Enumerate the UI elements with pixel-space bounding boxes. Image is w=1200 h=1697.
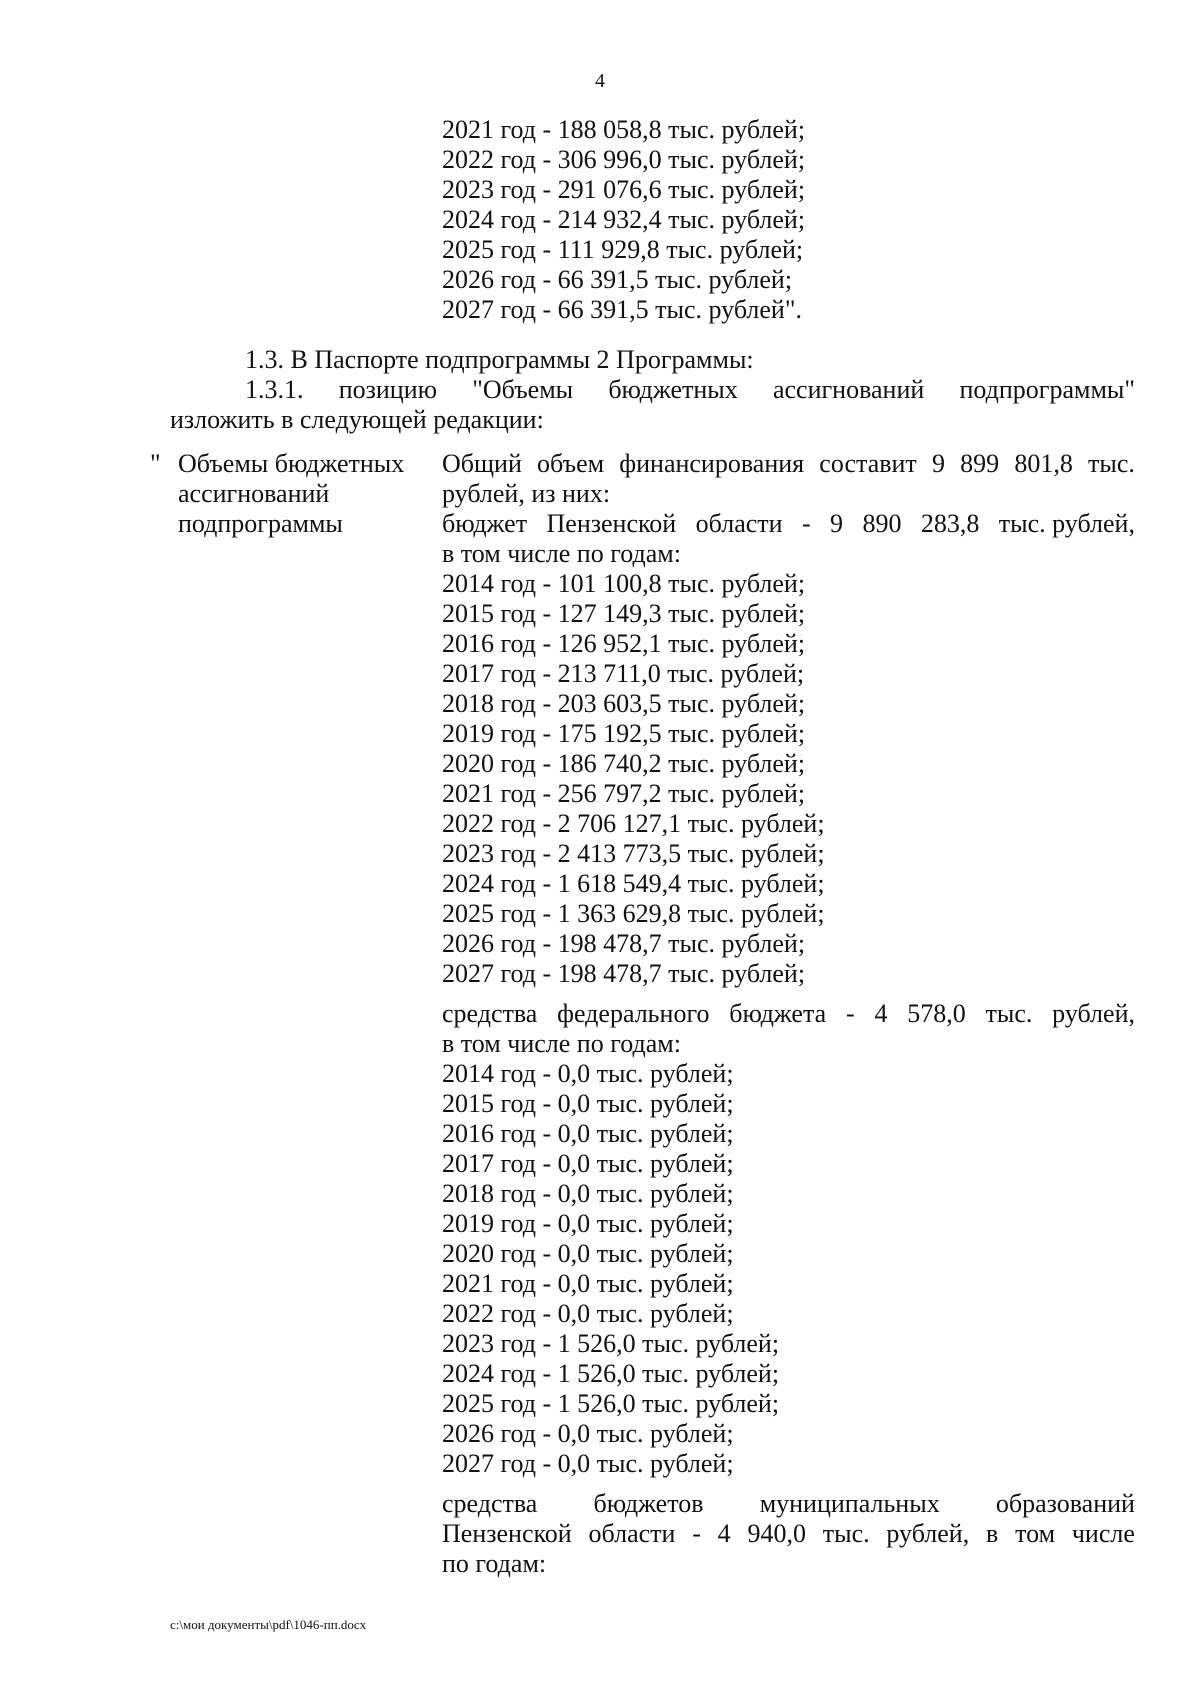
year-line: 2023 год - 1 526,0 тыс. рублей; <box>442 1329 780 1358</box>
word: 9 <box>830 509 844 538</box>
label-line: Объемы бюджетных <box>178 449 405 478</box>
word: том <box>1015 1519 1056 1548</box>
word: 890 <box>862 509 902 538</box>
word: в <box>986 1519 999 1548</box>
word: - <box>801 509 811 538</box>
year-line: 2020 год - 0,0 тыс. рублей; <box>442 1239 734 1268</box>
total-financing-line <box>442 449 1135 479</box>
word: 4 <box>874 999 888 1028</box>
word: составит <box>819 449 917 478</box>
year-line: 2018 год - 203 603,5 тыс. рублей; <box>442 689 806 718</box>
regional-budget-line <box>442 509 1135 539</box>
municipal-budget-line <box>442 1489 1135 1519</box>
label-line: подпрограммы <box>178 509 343 538</box>
word: 283,8 <box>920 509 980 538</box>
year-line: 2026 год - 198 478,7 тыс. рублей; <box>442 929 806 958</box>
year-line: 2024 год - 214 932,4 тыс. рублей; <box>442 205 806 234</box>
word: 940,0 <box>747 1519 806 1548</box>
paragraph-1-3: 1.3. В Паспорте подпрограммы 2 Программы: <box>245 345 754 374</box>
word: бюджетов <box>593 1489 704 1518</box>
municipal-budget-line-3: по годам: <box>442 1549 547 1578</box>
year-line: 2022 год - 306 996,0 тыс. рублей; <box>442 145 806 174</box>
year-line: 2014 год - 101 100,8 тыс. рублей; <box>442 569 806 598</box>
word: бюджета <box>729 999 827 1028</box>
municipal-budget-line-2 <box>442 1519 1135 1549</box>
page-number: 4 <box>595 70 605 92</box>
word: средства <box>442 999 538 1028</box>
word: числе <box>1071 1519 1135 1548</box>
word: тыс. <box>1088 449 1135 478</box>
word: области <box>695 509 783 538</box>
year-line: 2027 год - 66 391,5 тыс. рублей". <box>442 295 802 324</box>
word: области <box>588 1519 676 1548</box>
year-line: 2024 год - 1 526,0 тыс. рублей; <box>442 1359 780 1388</box>
year-line: 2027 год - 0,0 тыс. рублей; <box>442 1449 734 1478</box>
year-line: 2017 год - 213 711,0 тыс. рублей; <box>442 659 805 688</box>
year-line: 2024 год - 1 618 549,4 тыс. рублей; <box>442 869 825 898</box>
federal-budget-line <box>442 999 1135 1029</box>
word: тыс. <box>822 1519 870 1548</box>
year-line: 2021 год - 188 058,8 тыс. рублей; <box>442 115 806 144</box>
year-line: 2016 год - 126 952,1 тыс. рублей; <box>442 629 806 658</box>
year-line: 2019 год - 0,0 тыс. рублей; <box>442 1209 734 1238</box>
year-line: 2023 год - 2 413 773,5 тыс. рублей; <box>442 839 825 868</box>
year-line: 2026 год - 66 391,5 тыс. рублей; <box>442 265 793 294</box>
word: - <box>845 999 855 1028</box>
word: финансирования <box>619 449 805 478</box>
word: рублей, <box>1052 999 1135 1028</box>
word: бюджет <box>442 509 528 538</box>
year-line: 2017 год - 0,0 тыс. рублей; <box>442 1149 734 1178</box>
year-line: 2021 год - 256 797,2 тыс. рублей; <box>442 779 806 808</box>
year-line: 2019 год - 175 192,5 тыс. рублей; <box>442 719 806 748</box>
word: рублей, <box>886 1519 970 1548</box>
word: ассигнований <box>772 375 925 404</box>
word: объем <box>537 449 605 478</box>
year-line: 2023 год - 291 076,6 тыс. рублей; <box>442 175 806 204</box>
year-line: 2014 год - 0,0 тыс. рублей; <box>442 1059 734 1088</box>
year-line: 2015 год - 127 149,3 тыс. рублей; <box>442 599 806 628</box>
word: позицию <box>338 375 438 404</box>
total-financing-line-2: рублей, из них: <box>442 479 611 508</box>
year-line: 2021 год - 0,0 тыс. рублей; <box>442 1269 734 1298</box>
year-line: 2016 год - 0,0 тыс. рублей; <box>442 1119 734 1148</box>
word: муниципальных <box>759 1489 940 1518</box>
year-line: 2027 год - 198 478,7 тыс. рублей; <box>442 959 806 988</box>
paragraph-1-3-1-line-2: изложить в следующей редакции: <box>170 405 544 434</box>
word: тыс. рублей, <box>998 509 1135 538</box>
word: "Объемы <box>472 375 574 404</box>
word: средства <box>442 1489 538 1518</box>
word: тыс. <box>985 999 1033 1028</box>
regional-budget-cont: в том числе по годам: <box>442 539 681 568</box>
year-line: 2026 год - 0,0 тыс. рублей; <box>442 1419 734 1448</box>
year-line: 2025 год - 1 363 629,8 тыс. рублей; <box>442 899 825 928</box>
year-line: 2015 год - 0,0 тыс. рублей; <box>442 1089 734 1118</box>
year-line: 2018 год - 0,0 тыс. рублей; <box>442 1179 734 1208</box>
word: бюджетных <box>608 375 738 404</box>
year-line: 2025 год - 1 526,0 тыс. рублей; <box>442 1389 780 1418</box>
word: 1.3.1. <box>245 375 304 404</box>
word: Общий <box>442 449 522 478</box>
word: - <box>692 1519 701 1548</box>
year-line: 2022 год - 0,0 тыс. рублей; <box>442 1299 734 1328</box>
year-line: 2020 год - 186 740,2 тыс. рублей; <box>442 749 806 778</box>
word: федерального <box>557 999 710 1028</box>
word: 801,8 <box>1014 449 1073 478</box>
opening-quote: " <box>150 449 161 478</box>
word: подпрограммы" <box>959 375 1135 404</box>
word: Пензенской <box>546 509 677 538</box>
word: образований <box>995 1489 1135 1518</box>
year-line: 2025 год - 111 929,8 тыс. рублей; <box>442 235 804 264</box>
word: 899 <box>960 449 1000 478</box>
word: 4 <box>717 1519 731 1548</box>
year-line: 2022 год - 2 706 127,1 тыс. рублей; <box>442 809 825 838</box>
word: 578,0 <box>907 999 966 1028</box>
word: Пензенской <box>442 1519 572 1548</box>
paragraph-1-3-1-line-1 <box>245 375 1135 405</box>
footer-file-path: c:\мои документы\pdf\1046-пп.docx <box>170 1617 367 1632</box>
word: 9 <box>931 449 945 478</box>
federal-budget-cont: в том числе по годам: <box>442 1029 681 1058</box>
label-line: ассигнований <box>178 479 330 508</box>
